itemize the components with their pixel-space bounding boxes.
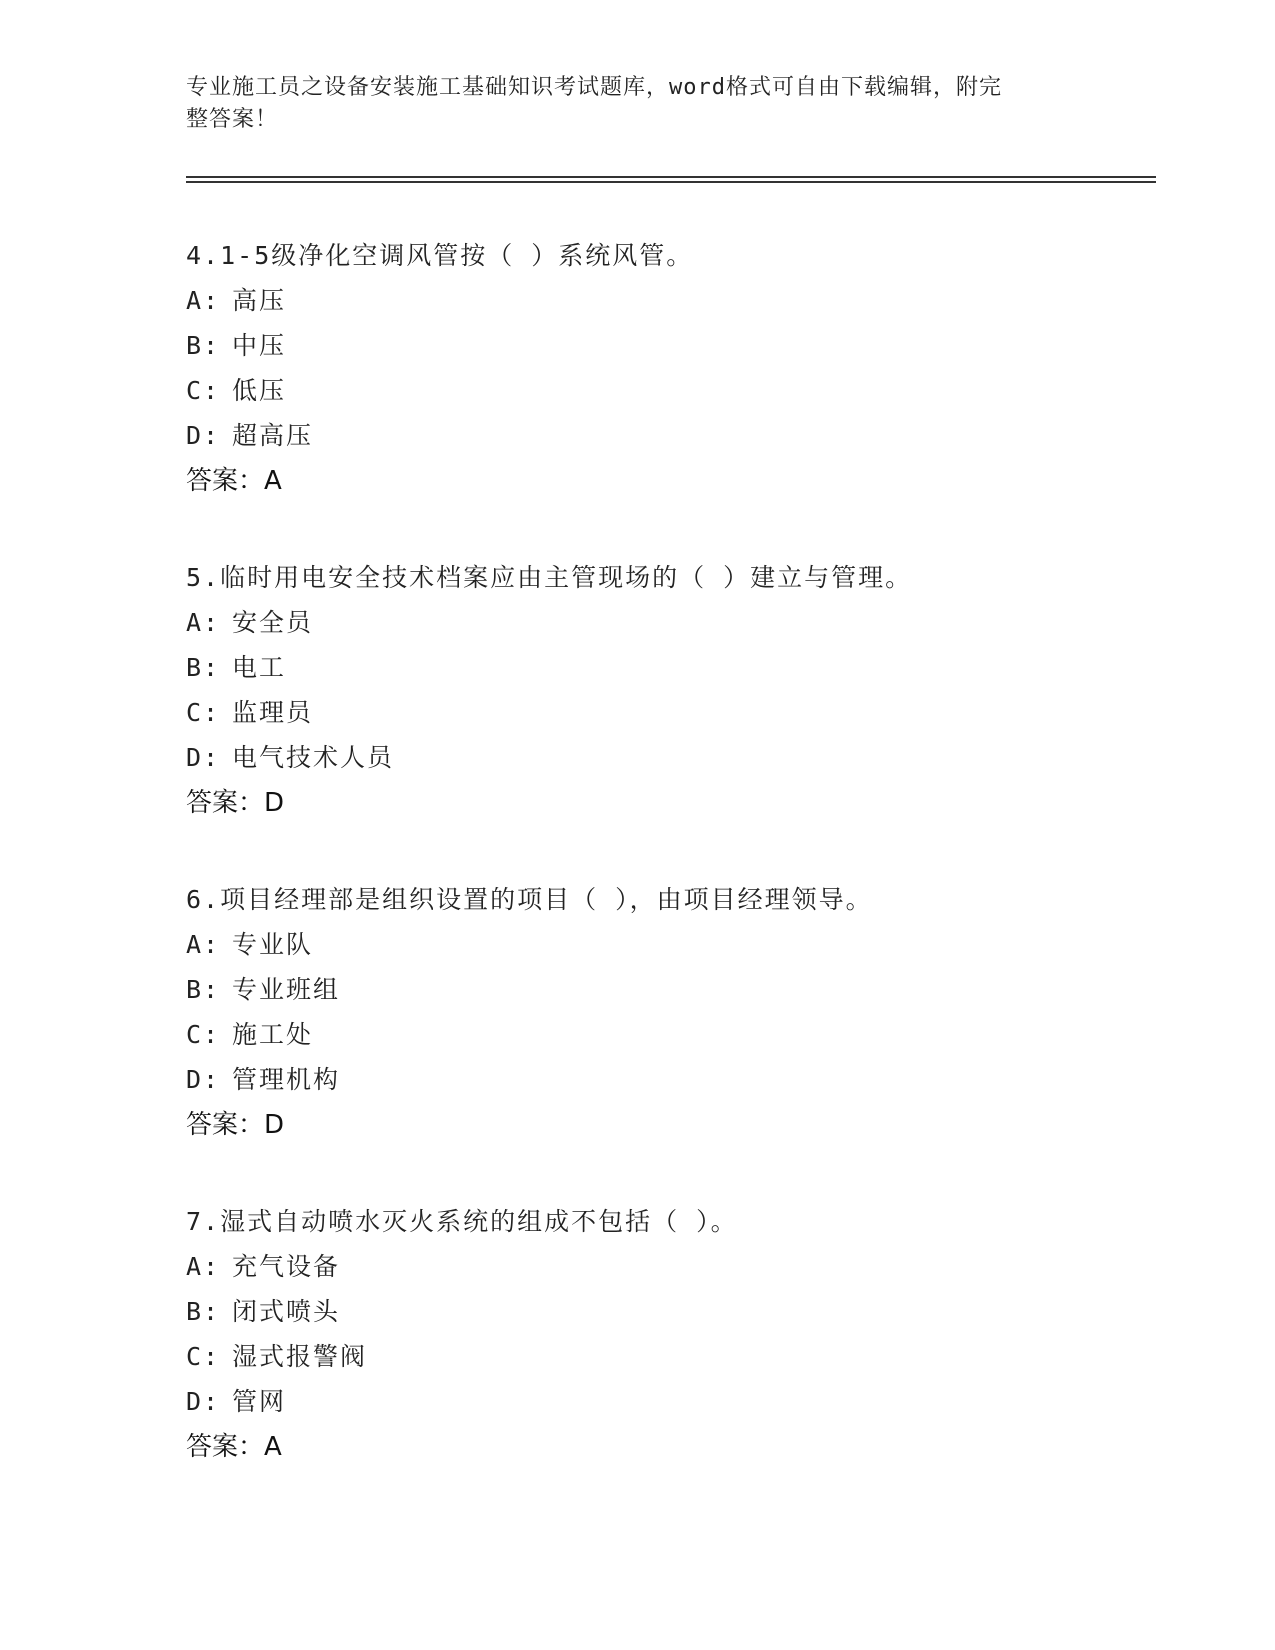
option-c — [186, 1342, 1156, 1372]
option-a — [186, 1252, 1156, 1282]
option-text: 管理机构 — [232, 1065, 341, 1094]
option-key: C: — [186, 1342, 221, 1371]
header-divider-bottom — [186, 181, 1156, 183]
option-text: 闭式喷头 — [232, 1297, 341, 1326]
option-key: C: — [186, 698, 221, 727]
option-key: B: — [186, 1297, 221, 1326]
option-text: 中压 — [232, 331, 287, 360]
option-b — [186, 331, 1156, 361]
option-text: 管网 — [232, 1387, 287, 1416]
option-d — [186, 743, 1156, 773]
option-key: C: — [186, 376, 221, 405]
option-key: B: — [186, 975, 221, 1004]
option-text: 湿式报警阀 — [232, 1342, 368, 1371]
answer-line: 答案：A — [186, 466, 282, 496]
header-line-2: 整答案！ — [186, 107, 279, 132]
question-stem: 7.湿式自动喷水灭火系统的组成不包括（ ）。 — [186, 1207, 738, 1236]
option-text: 监理员 — [232, 698, 314, 727]
option-text: 施工处 — [232, 1020, 314, 1049]
option-key: A: — [186, 608, 221, 637]
option-text: 专业队 — [232, 930, 314, 959]
option-a — [186, 608, 1156, 638]
option-text: 充气设备 — [232, 1252, 341, 1281]
option-key: A: — [186, 930, 221, 959]
question-stem: 4.1-5级净化空调风管按（ ）系统风管。 — [186, 241, 694, 270]
option-c — [186, 1020, 1156, 1050]
question-7 — [186, 1207, 1156, 1462]
option-key: B: — [186, 653, 221, 682]
question-6 — [186, 885, 1156, 1140]
option-text: 高压 — [232, 286, 287, 315]
option-c — [186, 376, 1156, 406]
option-text: 安全员 — [232, 608, 314, 637]
option-text: 电工 — [232, 653, 287, 682]
option-d — [186, 1387, 1156, 1417]
option-text: 超高压 — [232, 421, 314, 450]
option-b — [186, 1297, 1156, 1327]
option-key: B: — [186, 331, 221, 360]
option-a — [186, 286, 1156, 316]
option-d — [186, 421, 1156, 451]
answer-line: 答案：D — [186, 788, 285, 818]
answer-line: 答案：D — [186, 1110, 285, 1140]
option-text: 电气技术人员 — [232, 743, 395, 772]
header-line-1: 专业施工员之设备安装施工基础知识考试题库，word格式可自由下载编辑，附完 — [186, 75, 1002, 100]
option-text: 低压 — [232, 376, 287, 405]
document-header — [186, 72, 1066, 136]
question-stem: 6.项目经理部是组织设置的项目（ ），由项目经理领导。 — [186, 885, 873, 914]
option-a — [186, 930, 1156, 960]
question-stem: 5.临时用电安全技术档案应由主管现场的（ ）建立与管理。 — [186, 563, 913, 592]
option-d — [186, 1065, 1156, 1095]
option-c — [186, 698, 1156, 728]
option-key: D: — [186, 1065, 221, 1094]
option-b — [186, 653, 1156, 683]
option-key: D: — [186, 1387, 221, 1416]
option-key: D: — [186, 421, 221, 450]
option-key: C: — [186, 1020, 221, 1049]
option-key: A: — [186, 286, 221, 315]
option-key: D: — [186, 743, 221, 772]
answer-line: 答案：A — [186, 1432, 282, 1462]
option-key: A: — [186, 1252, 221, 1281]
option-text: 专业班组 — [232, 975, 341, 1004]
option-b — [186, 975, 1156, 1005]
question-5 — [186, 563, 1156, 818]
question-4 — [186, 241, 1156, 496]
header-divider-top — [186, 176, 1156, 178]
